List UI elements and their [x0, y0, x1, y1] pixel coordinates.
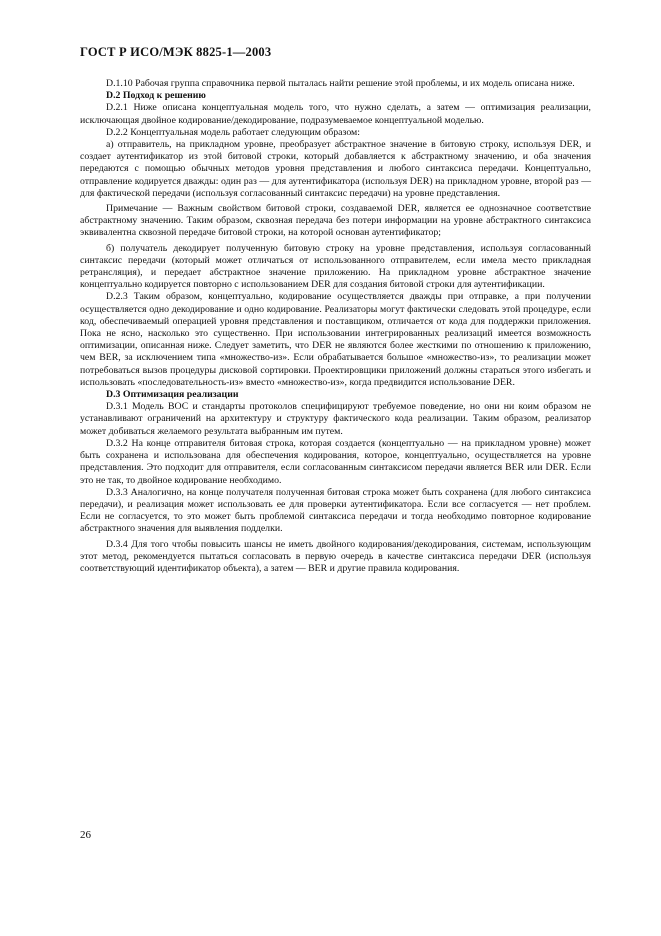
page-number: 26	[80, 829, 91, 841]
paragraph-d-2-1: D.2.1 Ниже описана концептуальная модель того, что нужно сделать, а затем — оптимизация реализации, исключающая двойное кодирование/декодирование, подразумеваемое концептуальной моделью.	[80, 102, 591, 126]
section-heading-d-2: D.2 Подход к решению	[106, 90, 206, 102]
document-body	[80, 78, 591, 575]
paragraph-d-3-2: D.3.2 На конце отправителя битовая строка, которая создается (концептуально — на прикладном уровне) может быть сохранена и использована для обеспечения кодирования, которое, концептуально, осуществляется на уровне представления. Это подходит для отправителя, если согласованным синтаксисом передачи является BER или DER. Если это не так, то двойное кодирование необходимо.	[80, 437, 591, 486]
note-paragraph: Примечание — Важным свойством битовой строки, создаваемой DER, является ее однозначное соответствие абстрактному значению. Таким образом, сквозная передача без потери информации на уровне абстрактного синтаксиса эквивалентна сквозной передаче битовой строки, на которой основан аутентификатор;	[80, 203, 591, 239]
document-header: ГОСТ Р ИСО/МЭК 8825-1—2003	[80, 45, 272, 59]
paragraph-d-2-3: D.2.3 Таким образом, концептуально, кодирование осуществляется дважды при отправке, а при получении осуществляется одно декодирование и одно кодирование. Реализаторы могут фактически следовать этой процедуре, если код, обеспечиваемый операцией уровня представления и поставщиком, отличается от кода для поддержки приложения. Пока не ясно, насколько это существенно. При использовании интегрированных реализаций имеется возможность оптимизации, описанная ниже. Следует заметить, что DER не являются более жесткими по отношению к приложению, чем BER, за исключением типа «множество-из». Если обрабатывается большое «множество-из», то реализации может потребоваться вызов процедуры дисковой сортировки. Проектировщики приложений должны стараться этого избегать и использовать «последовательность-из» вместо «множество-из», когда предвидится использование DER.	[80, 291, 591, 388]
list-item-a: а) отправитель, на прикладном уровне, преобразует абстрактное значение в битовую строку, используя DER, и создает аутентификатор из этой битовой строки, который добавляется к абстрактному значению, и оба значения передаются с помощью обычных методов уровня представления и любого синтаксиса передачи. Концептуально, отправление кодируется дважды: один раз — для аутентификатора (используя DER) на прикладном уровне, второй раз — для фактической передачи (используя согласованный синтаксис передачи) на уровне представления.	[80, 139, 591, 199]
paragraph-d-3-3: D.3.3 Аналогично, на конце получателя полученная битовая строка может быть сохранена (для любого синтаксиса передачи), и реализация может использовать ее для проверки аутентификатора. Если все согласуется — нет проблем. Если не согласуется, то это может быть проблемой синтаксиса передачи и тогда необходимо повторное кодирование абстрактного значения для выявления подделки.	[80, 486, 591, 535]
list-item-b: б) получатель декодирует полученную битовую строку на уровне представления, используя согласованный синтаксис передачи (который может отличаться от использованного отправителем, если имела место прикладная ретрансляция), и передает абстрактное значение приложению. На прикладном уровне абстрактное значение концептуально кодируется повторно с использованием DER для создания битовой строки для аутентификации.	[80, 242, 591, 291]
paragraph-d-3-1: D.3.1 Модель ВОС и стандарты протоколов специфицируют требуемое поведение, но они ни коим образом не устанавливают ограничений на архитектуру и структуру фактического кода реализации. Таким образом, реализатор может добиваться желаемого результата выбранным им путем.	[80, 401, 591, 437]
paragraph-d-2-2: D.2.2 Концептуальная модель работает следующим образом:	[106, 126, 360, 138]
section-heading-d-3: D.3 Оптимизация реализации	[106, 389, 239, 401]
paragraph-d-3-4: D.3.4 Для того чтобы повысить шансы не иметь двойного кодирования/декодирования, системам, использующим этот метод, рекомендуется пытаться согласовать в первую очередь в качестве синтаксиса передачи DER (используя соответствующий идентификатор объекта), а затем — BER и другие правила кодирования.	[80, 538, 591, 574]
paragraph-d-1-10: D.1.10 Рабочая группа справочника первой пыталась найти решение этой проблемы, и их модель описана ниже.	[106, 78, 575, 89]
